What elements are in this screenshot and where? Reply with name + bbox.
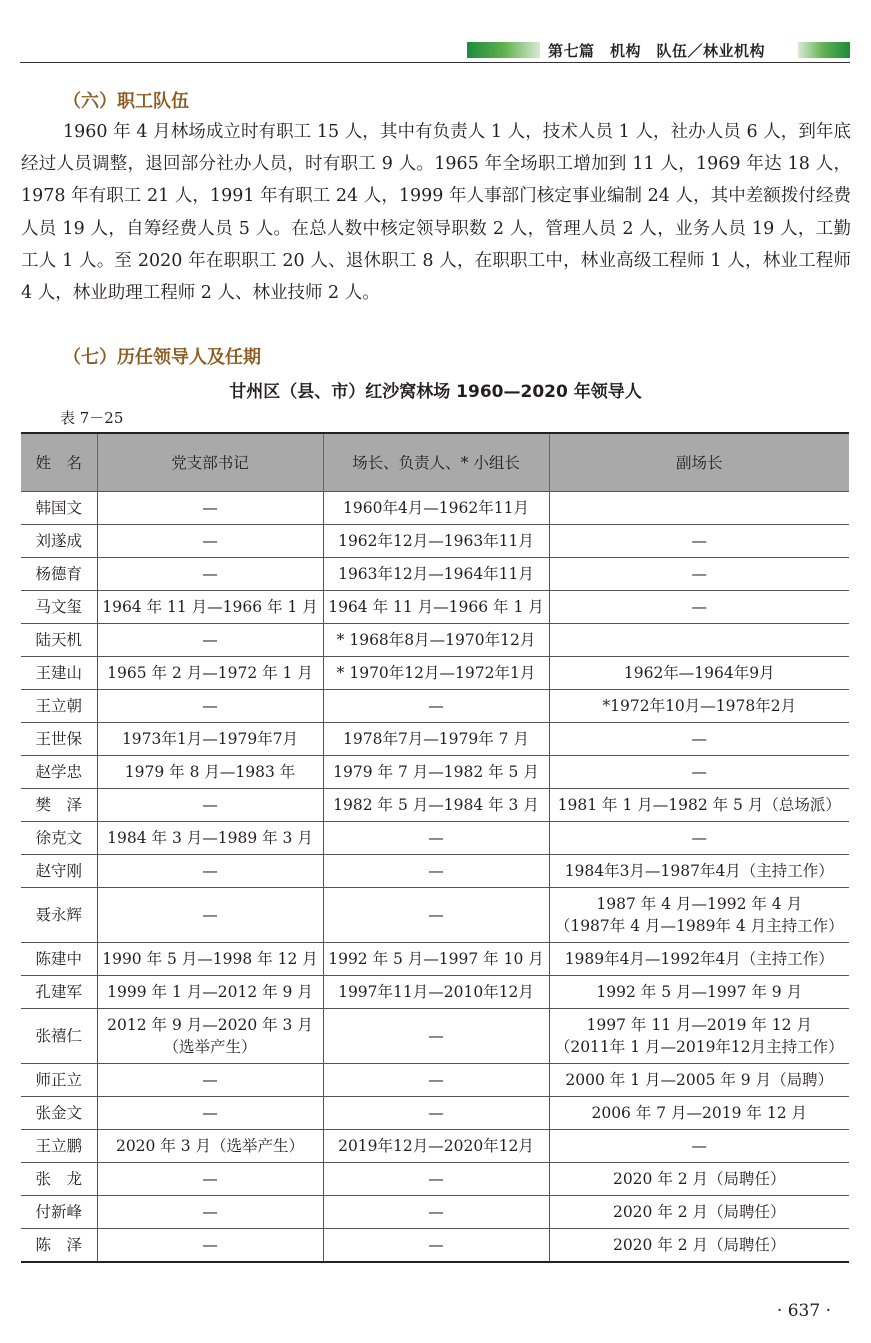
cell-director: 1997年11月—2010年12月 <box>323 975 549 1008</box>
cell-name: 孔建军 <box>21 975 97 1008</box>
cell-party-secretary: 1964 年 11 月—1966 年 1 月 <box>97 590 323 623</box>
table-row <box>21 689 849 722</box>
cell-name: 王建山 <box>21 656 97 689</box>
cell-deputy-director: 1962年—1964年9月 <box>549 656 849 689</box>
header-director: 场长、负责人、* 小组长 <box>323 433 549 491</box>
table-row <box>21 942 849 975</box>
cell-party-secretary: — <box>97 854 323 887</box>
table-row <box>21 788 849 821</box>
cell-deputy-director: 2020 年 2 月（局聘任） <box>549 1162 849 1195</box>
cell-director: 1979 年 7 月—1982 年 5 月 <box>323 755 549 788</box>
cell-director: 2019年12月—2020年12月 <box>323 1129 549 1162</box>
cell-name: 杨德育 <box>21 557 97 590</box>
cell-name: 陈 泽 <box>21 1228 97 1262</box>
table-row <box>21 887 849 942</box>
cell-name: 张禧仁 <box>21 1008 97 1063</box>
cell-party-secretary: — <box>97 887 323 942</box>
cell-party-secretary: 2020 年 3 月（选举产生） <box>97 1129 323 1162</box>
cell-deputy-director: — <box>549 557 849 590</box>
table-row <box>21 1162 849 1195</box>
cell-deputy-director <box>549 623 849 656</box>
cell-party-secretary: 1990 年 5 月—1998 年 12 月 <box>97 942 323 975</box>
table-row <box>21 1063 849 1096</box>
header-party-secretary: 党支部书记 <box>97 433 323 491</box>
cell-deputy-director <box>549 491 849 524</box>
cell-party-secretary: — <box>97 1195 323 1228</box>
cell-party-secretary: — <box>97 1096 323 1129</box>
cell-name: 王立鹏 <box>21 1129 97 1162</box>
cell-name: 张 龙 <box>21 1162 97 1195</box>
table-row <box>21 1096 849 1129</box>
cell-deputy-director: 1981 年 1 月—1982 年 5 月（总场派） <box>549 788 849 821</box>
cell-director: 1978年7月—1979年 7 月 <box>323 722 549 755</box>
cell-deputy-director: — <box>549 590 849 623</box>
cell-party-secretary: 1979 年 8 月—1983 年 <box>97 755 323 788</box>
cell-deputy-director: — <box>549 722 849 755</box>
header-deputy-director: 副场长 <box>549 433 849 491</box>
table-title: 甘州区（县、市）红沙窝林场 1960—2020 年领导人 <box>229 382 642 402</box>
cell-party-secretary: 1984 年 3 月—1989 年 3 月 <box>97 821 323 854</box>
cell-name: 王立朝 <box>21 689 97 722</box>
cell-director: * 1968年8月—1970年12月 <box>323 623 549 656</box>
cell-deputy-director: — <box>549 821 849 854</box>
cell-director: 1963年12月—1964年11月 <box>323 557 549 590</box>
table-row <box>21 821 849 854</box>
cell-director: 1964 年 11 月—1966 年 1 月 <box>323 590 549 623</box>
cell-name: 陆天机 <box>21 623 97 656</box>
cell-party-secretary: 1999 年 1 月—2012 年 9 月 <box>97 975 323 1008</box>
cell-director: 1960年4月—1962年11月 <box>323 491 549 524</box>
table-row <box>21 975 849 1008</box>
cell-party-secretary: — <box>97 1063 323 1096</box>
table-row <box>21 755 849 788</box>
cell-party-secretary: — <box>97 491 323 524</box>
cell-director: * 1970年12月—1972年1月 <box>323 656 549 689</box>
cell-party-secretary: — <box>97 1228 323 1262</box>
cell-deputy-director: — <box>549 1129 849 1162</box>
cell-party-secretary: 1965 年 2 月—1972 年 1 月 <box>97 656 323 689</box>
cell-deputy-director: — <box>549 524 849 557</box>
cell-party-secretary: — <box>97 524 323 557</box>
cell-deputy-director: 2006 年 7 月—2019 年 12 月 <box>549 1096 849 1129</box>
section-6-paragraph: 1960 年 4 月林场成立时有职工 15 人，其中有负责人 1 人，技术人员 1 人，社办人员 6 人，到年底经过人员调整，退回部分社办人员，时有职工 9 人。1965 年全场职工增加到 11 人，1969 年达 18 人，1978 年有职工 21 人，1991 年有职工 24 人，1999 年人事部门核定事业编制 24 人，其中差额拨付经费人员 19 人，自筹经费人员 5 人。在总人数中核定领导职数 2 人，管理人员 2 人，业务人员 19 人，工勤工人 1 人。至 2020 年在职职工 20 人、退休职工 8 人，在职职工中，林业高级工程师 1 人，林业工程师 4 人，林业助理工程师 2 人、林业技师 2 人。 <box>21 122 851 304</box>
cell-party-secretary: — <box>97 623 323 656</box>
cell-deputy-director: 1992 年 5 月—1997 年 9 月 <box>549 975 849 1008</box>
cell-deputy-director: 2020 年 2 月（局聘任） <box>549 1195 849 1228</box>
cell-deputy-director: 1987 年 4 月—1992 年 4 月 （1987年 4 月—1989年 4 月主持工作） <box>549 887 849 942</box>
table-row <box>21 524 849 557</box>
table-row <box>21 656 849 689</box>
cell-director: — <box>323 887 549 942</box>
table-row <box>21 1195 849 1228</box>
section-7-title: （七）历任领导人及任期 <box>63 347 261 368</box>
table-row <box>21 722 849 755</box>
cell-director: — <box>323 1063 549 1096</box>
cell-director: — <box>323 821 549 854</box>
cell-director: — <box>323 1195 549 1228</box>
cell-name: 赵守刚 <box>21 854 97 887</box>
page-number: · 637 · <box>776 1301 831 1321</box>
cell-director: — <box>323 689 549 722</box>
cell-director: 1992 年 5 月—1997 年 10 月 <box>323 942 549 975</box>
table-row <box>21 854 849 887</box>
cell-name: 刘遂成 <box>21 524 97 557</box>
table-row <box>21 623 849 656</box>
running-header <box>20 40 850 63</box>
header-name: 姓 名 <box>35 454 82 473</box>
cell-party-secretary: 1973年1月—1979年7月 <box>97 722 323 755</box>
header-decor-bar-right <box>798 42 850 58</box>
table-row <box>21 557 849 590</box>
cell-deputy-director: 2020 年 2 月（局聘任） <box>549 1228 849 1262</box>
cell-party-secretary: — <box>97 557 323 590</box>
cell-party-secretary: — <box>97 689 323 722</box>
cell-name: 徐克文 <box>21 821 97 854</box>
cell-party-secretary: — <box>97 788 323 821</box>
cell-deputy-director: 2000 年 1 月—2005 年 9 月（局聘） <box>549 1063 849 1096</box>
cell-director: 1962年12月—1963年11月 <box>323 524 549 557</box>
cell-deputy-director: *1972年10月—1978年2月 <box>549 689 849 722</box>
cell-director: 1982 年 5 月—1984 年 3 月 <box>323 788 549 821</box>
cell-name: 师正立 <box>21 1063 97 1096</box>
cell-name: 付新峰 <box>21 1195 97 1228</box>
header-decor-bar-left <box>467 42 540 58</box>
table-row <box>21 1129 849 1162</box>
cell-name: 张金文 <box>21 1096 97 1129</box>
cell-deputy-director: — <box>549 755 849 788</box>
cell-deputy-director: 1997 年 11 月—2019 年 12 月 （2011年 1 月—2019年12月主持工作） <box>549 1008 849 1063</box>
cell-name: 韩国文 <box>21 491 97 524</box>
header-title: 第七篇 机构 队伍／林业机构 <box>548 42 766 60</box>
cell-deputy-director: 1984年3月—1987年4月（主持工作） <box>549 854 849 887</box>
table-body <box>21 491 849 1262</box>
cell-name: 马文玺 <box>21 590 97 623</box>
table-number: 表 7－25 <box>60 409 124 427</box>
table-row <box>21 590 849 623</box>
cell-director: — <box>323 1228 549 1262</box>
cell-name: 樊 泽 <box>21 788 97 821</box>
cell-director: — <box>323 854 549 887</box>
cell-director: — <box>323 1096 549 1129</box>
table-row <box>21 1008 849 1063</box>
cell-director: — <box>323 1162 549 1195</box>
table-row <box>21 491 849 524</box>
table-header-row <box>21 433 849 491</box>
cell-director: — <box>323 1008 549 1063</box>
cell-party-secretary: — <box>97 1162 323 1195</box>
cell-name: 赵学忠 <box>21 755 97 788</box>
leaders-table <box>21 432 849 1263</box>
cell-deputy-director: 1989年4月—1992年4月（主持工作） <box>549 942 849 975</box>
section-6-title: （六）职工队伍 <box>63 91 189 112</box>
cell-party-secretary: 2012 年 9 月—2020 年 3 月 （选举产生） <box>97 1008 323 1063</box>
cell-name: 陈建中 <box>21 942 97 975</box>
cell-name: 王世保 <box>21 722 97 755</box>
cell-name: 聂永辉 <box>21 887 97 942</box>
table-row <box>21 1228 849 1262</box>
